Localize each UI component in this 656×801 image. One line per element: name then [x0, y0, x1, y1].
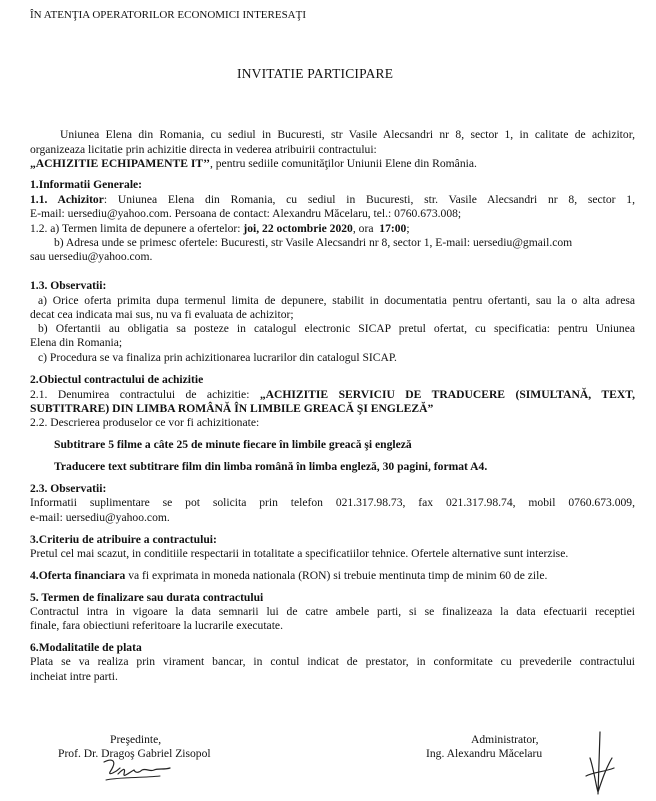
right-signatory-name: Ing. Alexandru Măcelaru — [426, 747, 543, 760]
s5-line-1: Contractul intra in vigoare la data semnarii lui de catre ambele parti, si se finalizeaza la data efectuarii receptiei — [30, 605, 635, 618]
s23-line-1: Informatii suplimentare se pot solicita prin telefon 021.317.98.73, fax 021.317.98.74, mobil 0760.673.009, — [30, 496, 635, 509]
product-item-2: Traducere text subtitrare film din limba română în limba engleză, 30 pagini, format A4. — [54, 460, 488, 473]
s1-line-5: sau uersediu@yahoo.com. — [30, 250, 153, 263]
intro-line-3: „ACHIZITIE ECHIPAMENTE IT’’, pentru sediile comunităţilor Uniunii Elene din România. — [30, 157, 477, 170]
s1-line-3: 1.2. a) Termen limita de depunere a ofertelor: joi, 22 octombrie 2020, ora 17:00; — [30, 222, 410, 235]
contract-name: „ACHIZITIE ECHIPAMENTE IT’’ — [30, 157, 210, 170]
s1-line-4: b) Adresa unde se primesc ofertele: Bucuresti, str Vasile Alecsandri nr 8, sector 1, E-mail: uersediu@gmail.com — [54, 236, 573, 249]
left-signatory-name: Prof. Dr. Dragoş Gabriel Zisopol — [58, 747, 211, 760]
right-signatory-role: Administrator, — [471, 733, 539, 746]
s2-line-2: SUBTITRARE) DIN LIMBA ROMÂNĂ ÎN LIMBILE GREACĂ ŞI ENGLEZĂ” — [30, 402, 434, 415]
left-signatory-role: Preşedinte, — [110, 733, 162, 746]
section-1-3-heading: 1.3. Observatii: — [30, 279, 107, 292]
section-6-heading: 6.Modalitatile de plata — [30, 641, 142, 654]
s13-a-line-2: decat cea indicata mai sus, nu va fi evaluata de achizitor; — [30, 308, 294, 321]
s3-line-1: Pretul cel mai scazut, in conditiile respectarii in totalitate a specificatiilor tehnice. Ofertele alternative sunt interzise. — [30, 547, 569, 560]
s6-line-1: Plata se va realiza prin virament bancar, in contul indicat de prestator, in conformitate cu prevederile contractului — [30, 655, 635, 668]
s13-b-line-2: Elena din Romania; — [30, 336, 123, 349]
s13-a-line-1: a) Orice oferta primita dupa termenul limita de depunere, stabilit in documentatia pentru ofertanti, sau la o alta adresa — [38, 294, 635, 307]
s6-line-2: incheiat intre parti. — [30, 670, 118, 683]
s5-line-2: finale, fara obiectiuni referitoare la lucrarile executate. — [30, 619, 283, 632]
intro-line-2: organizeaza licitatie prin achizitie directa in vederea atribuirii contractului: — [30, 143, 377, 156]
s1-line-2: E-mail: uersediu@yahoo.com. Persoana de contact: Alexandru Măcelaru, tel.: 0760.673.008; — [30, 207, 462, 220]
s23-line-2: e-mail: uersediu@yahoo.com. — [30, 511, 170, 524]
left-handwritten-signature — [100, 750, 180, 784]
section-2-heading: 2.Obiectul contractului de achizitie — [30, 373, 204, 386]
document-title: INVITATIE PARTICIPARE — [237, 66, 394, 81]
right-handwritten-signature — [580, 728, 620, 798]
section-2-3-heading: 2.3. Observatii: — [30, 482, 107, 495]
section-3-heading: 3.Criteriu de atribuire a contractului: — [30, 533, 217, 546]
product-item-1: Subtitrare 5 filme a câte 25 de minute fiecare în limbile greacă şi engleză — [54, 438, 412, 451]
section-4-line: 4.Oferta financiara va fi exprimata in moneda nationala (RON) si trebuie mentinuta timp de minim 60 de zile. — [30, 569, 548, 582]
header-notice: ÎN ATENŢIA OPERATORILOR ECONOMICI INTERESAŢI — [30, 9, 307, 21]
section-1-heading: 1.Informatii Generale: — [30, 178, 143, 191]
s13-b-line-1: b) Ofertantii au obligatia sa posteze in catalogul electronic SICAP pretul ofertat, cu specificatia: pentru Uniunea — [38, 322, 635, 335]
s2-line-3: 2.2. Descrierea produselor ce vor fi achizitionate: — [30, 416, 260, 429]
s1-line-1: 1.1. Achizitor: Uniunea Elena din Romania, cu sediul in Bucuresti, str. Vasile Alecsandri nr 8, sector 1, — [30, 193, 635, 206]
section-5-heading: 5. Termen de finalizare sau durata contractului — [30, 591, 264, 604]
s13-c-line-1: c) Procedura se va finaliza prin achizitionarea lucrarilor din catalogul SICAP. — [38, 351, 397, 364]
intro-line-1: Uniunea Elena din Romania, cu sediul in Bucuresti, str Vasile Alecsandri nr 8, sector 1, in calitate de achizitor, — [60, 128, 635, 141]
s2-line-1: 2.1. Denumirea contractului de achizitie: „ACHIZITIE SERVICIU DE TRADUCERE (SIMULTANĂ, TEXT, — [30, 388, 635, 401]
